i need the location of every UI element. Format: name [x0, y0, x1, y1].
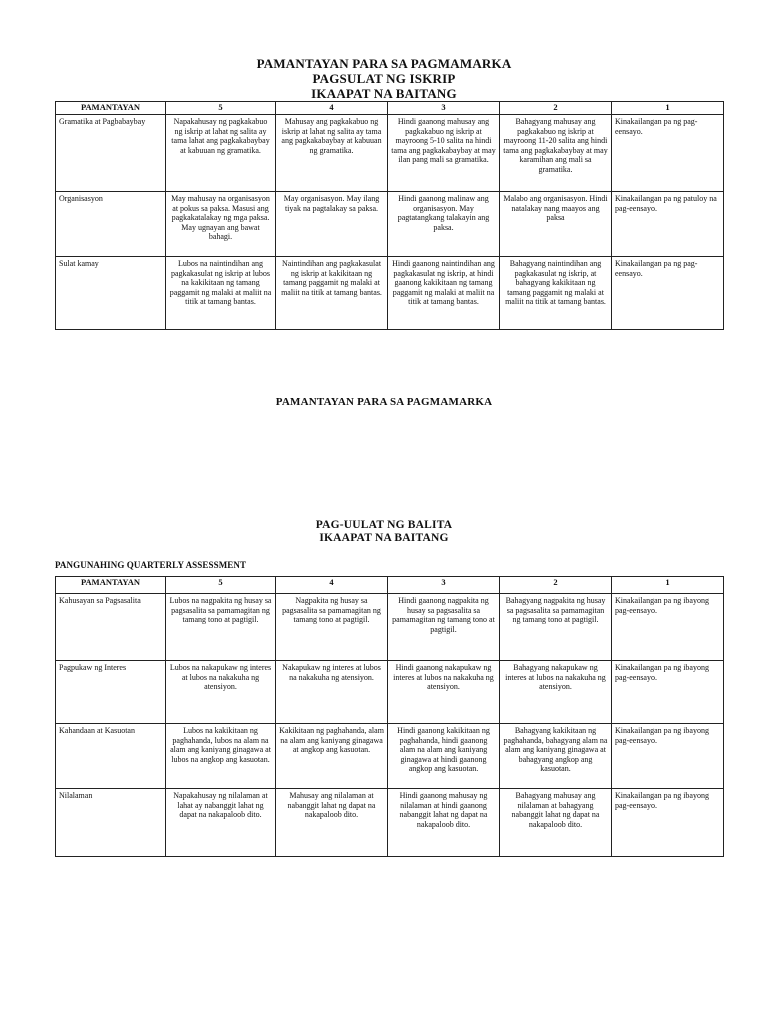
header-cell: 2	[500, 577, 612, 594]
table-header-row	[56, 577, 724, 594]
score-cell: Kinakailangan pa ng ibayong pag-eensayo.	[612, 661, 724, 724]
criterion-cell: Gramatika at Pagbabaybay	[56, 115, 166, 192]
score-cell: Hindi gaanong mahusay ng nilalaman at hindi gaanong nabanggit lahat ng dapat na nakapaloob dito.	[388, 789, 500, 857]
score-cell: Mahusay ang nilalaman at nabanggit lahat ng dapat na nakapaloob dito.	[276, 789, 388, 857]
header-cell: 4	[276, 577, 388, 594]
header-cell: 5	[166, 577, 276, 594]
table-row	[56, 257, 724, 330]
header-cell: 4	[276, 102, 388, 115]
score-cell: Kinakailangan pa ng pag-eensayo.	[612, 115, 724, 192]
score-cell: Bahagyang nagpakita ng husay sa pagsasalita sa pamamagitan ng tamang tono at pagtigil.	[500, 594, 612, 661]
score-cell: Napakahusay ng nilalaman at lahat ay nabanggit lahat ng dapat na nakapaloob dito.	[166, 789, 276, 857]
score-cell: Kinakailangan pa ng ibayong pag-eensayo.	[612, 594, 724, 661]
doc2-grade-level: IKAAPAT NA BAITANG	[319, 532, 449, 544]
table-row	[56, 789, 724, 857]
table-row	[56, 724, 724, 789]
score-cell: Naintindihan ang pagkakasulat ng iskrip at kakikitaan ng tamang paggamit ng malaki at maliit na titik at tamang bantas.	[276, 257, 388, 330]
table-row	[56, 115, 724, 192]
score-cell: Malabo ang organisasyon. Hindi natalakay nang maayos ang paksa	[500, 192, 612, 257]
header-cell: 5	[166, 102, 276, 115]
score-cell: May mahusay na organisasyon at pokus sa paksa. Masusi ang pagkakatalakay ng mga paksa. May ugnayan ang bawat bahagi.	[166, 192, 276, 257]
score-cell: Hindi gaanong nakapukaw ng interes at lubos na nakakuha ng atensiyon.	[388, 661, 500, 724]
rubric-table-pagsulat-ng-iskrip	[55, 101, 724, 330]
header-cell: 1	[612, 102, 724, 115]
score-cell: Kakikitaan ng paghahanda, alam na alam ang kaniyang ginagawa at angkop ang kasuotan.	[276, 724, 388, 789]
header-cell: 2	[500, 102, 612, 115]
header-cell: 3	[388, 577, 500, 594]
criterion-cell: Pagpukaw ng Interes	[56, 661, 166, 724]
header-cell: PAMANTAYAN	[56, 102, 166, 115]
score-cell: Hindi gaanong naintindihan ang pagkakasulat ng iskrip, at hindi gaanong kakikitaan ng tamang paggamit ng malaki at maliit na titik at tamang bantas.	[388, 257, 500, 330]
score-cell: Bahagyang mahusay ang nilalaman at bahagyang nabanggit lahat ng dapat na nakapaloob dito.	[500, 789, 612, 857]
doc1-title: PAMANTAYAN PARA SA PAGMAMARKA	[256, 56, 512, 71]
doc1-grade-level: IKAAPAT NA BAITANG	[311, 86, 457, 101]
criterion-cell: Organisasyon	[56, 192, 166, 257]
score-cell: Bahagyang naintindihan ang pagkakasulat ng iskrip, at bahagyang kakikitaan ng tamang paggamit ng malaki at maliit na titik at tamang bantas.	[500, 257, 612, 330]
score-cell: Lubos na nakapukaw ng interes at lubos na nakakuha ng atensiyon.	[166, 661, 276, 724]
header-cell: 3	[388, 102, 500, 115]
score-cell: Kinakailangan pa ng ibayong pag-eensayo.	[612, 724, 724, 789]
score-cell: Bahagyang mahusay ang pagkakabuo ng iskrip at mayroong 11-20 salita ang hindi tama ang pagkakabaybay at may karamihan ang mali sa gramatika.	[500, 115, 612, 192]
score-cell: Hindi gaanong mahusay ang pagkakabuo ng iskrip at mayroong 5-10 salita na hindi tama ang pagkakabaybay at may ilan pang mali sa gramatika.	[388, 115, 500, 192]
score-cell: Kinakailangan pa ng pag-eensayo.	[612, 257, 724, 330]
header-cell: 1	[612, 577, 724, 594]
criterion-cell: Nilalaman	[56, 789, 166, 857]
criterion-cell: Kahusayan sa Pagsasalita	[56, 594, 166, 661]
score-cell: Nakapukaw ng interes at lubos na nakakuha ng atensiyon.	[276, 661, 388, 724]
header-cell: PAMANTAYAN	[56, 577, 166, 594]
section-label: PANGUNAHING QUARTERLY ASSESSMENT	[55, 560, 247, 570]
doc2-title: PAMANTAYAN PARA SA PAGMAMARKA	[275, 396, 493, 408]
score-cell: Napakahusay ng pagkakabuo ng iskrip at lahat ng salita ay tama lahat ang pagkakabaybay at kabuuan ng gramatika.	[166, 115, 276, 192]
score-cell: Bahagyang kakikitaan ng paghahanda, bahagyang alam na alam ang kaniyang ginagawa at bahagyang angkop ang kasuotan.	[500, 724, 612, 789]
doc1-subtitle: PAGSULAT NG ISKRIP	[312, 71, 456, 86]
score-cell: Mahusay ang pagkakabuo ng iskrip at lahat ng salita ay tama ang pagkakabaybay at kabuuan ng gramatika.	[276, 115, 388, 192]
table-row	[56, 594, 724, 661]
score-cell: Kinakailangan pa ng ibayong pag-eensayo.	[612, 789, 724, 857]
doc2-subtitle: PAG-UULAT NG BALITA	[315, 519, 453, 531]
criterion-cell: Kahandaan at Kasuotan	[56, 724, 166, 789]
score-cell: Lubos na nagpakita ng husay sa pagsasalita sa pamamagitan ng tamang tono at pagtigil.	[166, 594, 276, 661]
rubric-table-pag-uulat-ng-balita	[55, 576, 724, 857]
table-row	[56, 661, 724, 724]
score-cell: Kinakailangan pa ng patuloy na pag-eensayo.	[612, 192, 724, 257]
score-cell: Hindi gaanong nagpakita ng husay sa pagsasalita sa pamamagitan ng tamang tono at pagtigil.	[388, 594, 500, 661]
score-cell: Hindi gaanong kakikitaan ng paghahanda, hindi gaanong alam na alam ang kaniyang ginagawa at hindi gaanong angkop ang kasuotan.	[388, 724, 500, 789]
score-cell: Nagpakita ng husay sa pagsasalita sa pamamagitan ng tamang tono at pagtigil.	[276, 594, 388, 661]
score-cell: May organisasyon. May ilang tiyak na pagtalakay sa paksa.	[276, 192, 388, 257]
table-row	[56, 192, 724, 257]
score-cell: Hindi gaanong malinaw ang organisasyon. May pagtatangkang talakayin ang paksa.	[388, 192, 500, 257]
score-cell: Bahagyang nakapukaw ng interes at lubos na nakakuha ng atensiyon.	[500, 661, 612, 724]
criterion-cell: Sulat kamay	[56, 257, 166, 330]
table-header-row	[56, 102, 724, 115]
score-cell: Lubos na naintindihan ang pagkakasulat ng iskrip at lubos na kakikitaan ng tamang paggamit ng malaki at maliit na titik at tamang bantas.	[166, 257, 276, 330]
score-cell: Lubos na kakikitaan ng paghahanda, lubos na alam na alam ang kaniyang ginagawa at lubos na angkop ang kasuotan.	[166, 724, 276, 789]
